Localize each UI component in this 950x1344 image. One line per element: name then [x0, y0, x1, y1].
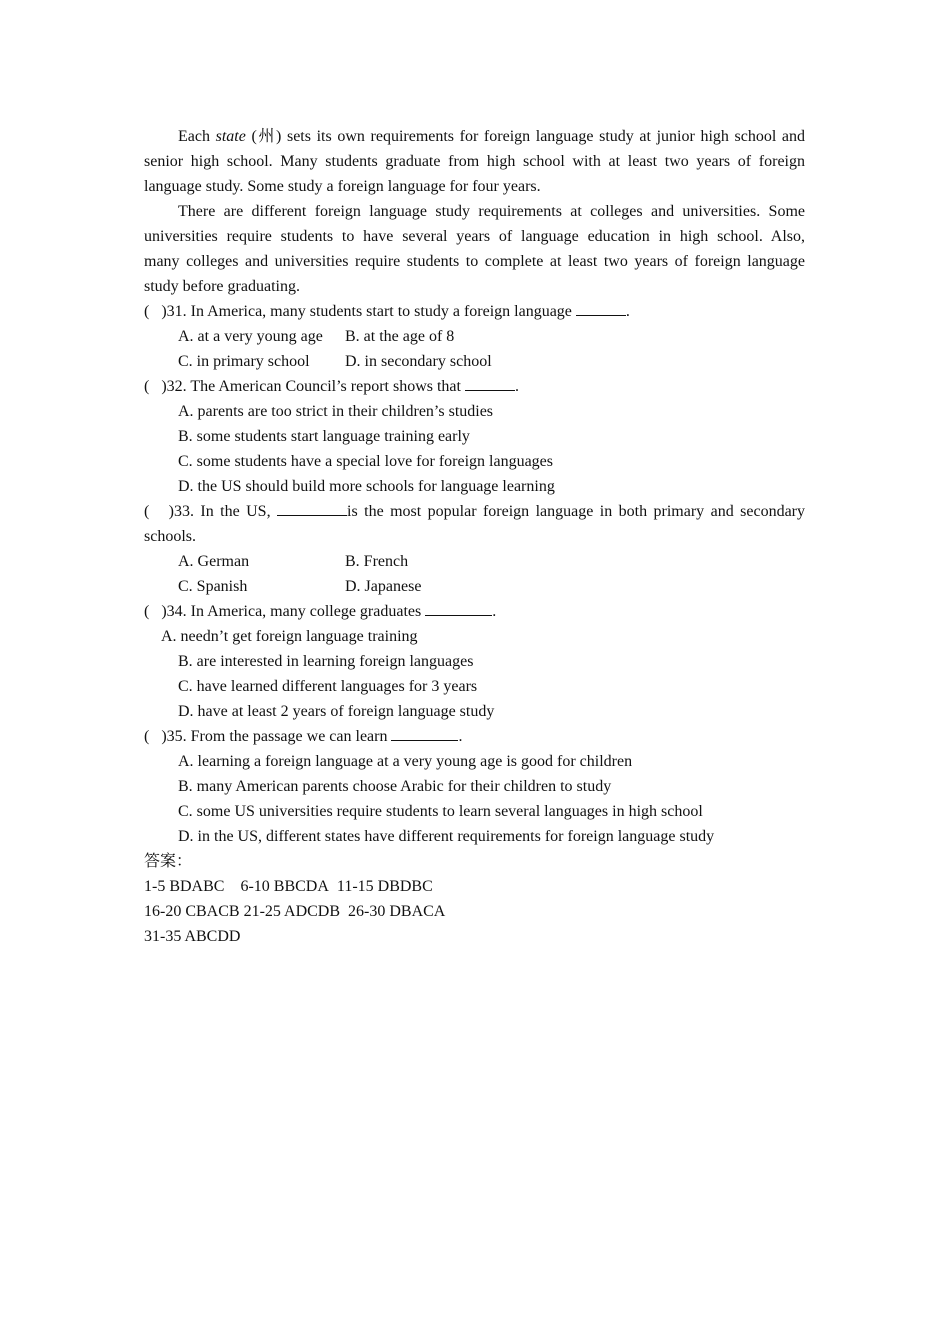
option-d: D. in secondary school	[345, 353, 492, 370]
option-a: A. at a very young age	[178, 328, 323, 345]
paragraph-4-line-3: many colleges and universities require students to complete at least two years of foreign language	[144, 253, 805, 270]
option-c: C. some students have a special love for foreign languages	[178, 453, 553, 470]
option-c: C. Spanish	[178, 578, 248, 595]
answers-row-3: 31-35 ABCDD	[144, 928, 241, 945]
option-a: A. parents are too strict in their children’s studies	[178, 403, 494, 420]
option-b: B. are interested in learning foreign languages	[178, 653, 474, 670]
option-b: B. French	[345, 553, 409, 570]
option-d: D. have at least 2 years of foreign language study	[178, 703, 495, 720]
option-d: D. in the US, different states have different requirements for foreign language study	[178, 828, 715, 845]
options-row	[144, 324, 805, 349]
answer-blank	[277, 500, 347, 516]
paragraph-4-line-4: study before graduating.	[144, 278, 300, 295]
paragraph-4-line-2: universities require students to have several years of language education in high school. Also,	[144, 228, 805, 245]
answers-row-2: 16-20 CBACB 21-25 ADCDB 26-30 DBACA	[144, 903, 446, 920]
question-32: ( )32. The American Council’s report shows that .	[144, 374, 805, 399]
answer-blank	[576, 300, 626, 316]
paragraph-3-line-3: language study. Some study a foreign language for four years.	[144, 178, 541, 195]
answer-blank	[465, 375, 515, 391]
answer-blank	[391, 725, 458, 741]
option-c: C. have learned different languages for 3 years	[178, 678, 478, 695]
option-d: D. the US should build more schools for language learning	[178, 478, 555, 495]
options-row	[144, 574, 805, 599]
option-a: A. needn’t get foreign language training	[161, 628, 418, 645]
option-d: D. Japanese	[345, 578, 422, 595]
paragraph-4-line-1: There are different foreign language study requirements at colleges and universities. Some	[178, 203, 805, 220]
answers-title: 答案：	[144, 853, 193, 870]
options-row	[144, 549, 805, 574]
paragraph-3-line-2: senior high school. Many students graduate from high school with at least two years of foreign	[144, 153, 805, 170]
option-a: A. learning a foreign language at a very young age is good for children	[178, 753, 633, 770]
option-b: B. some students start language training early	[178, 428, 470, 445]
option-c: C. some US universities require students to learn several languages in high school	[178, 803, 703, 820]
option-b: B. many American parents choose Arabic for their children to study	[178, 778, 612, 795]
options-row	[144, 349, 805, 374]
question-35: ( )35. From the passage we can learn .	[144, 724, 805, 749]
option-a: A. German	[178, 553, 250, 570]
paragraph-3-line-1: Each state (州) sets its own requirements for foreign language study at junior high school and	[178, 128, 806, 145]
option-c: C. in primary school	[178, 353, 310, 370]
answers-row-1: 1-5 BDABC 6-10 BBCDA 11-15 DBDBC	[144, 878, 433, 895]
option-b: B. at the age of 8	[345, 328, 455, 345]
question-31: ( )31. In America, many students start to study a foreign language .	[144, 299, 805, 324]
question-34: ( )34. In America, many college graduates .	[144, 599, 805, 624]
question-33-continued: schools.	[144, 528, 196, 545]
answer-blank	[425, 600, 492, 616]
question-33: ( )33. In the US, is the most popular foreign language in both primary and secondary	[144, 499, 805, 524]
document-page	[144, 124, 805, 949]
italic-word-state: state	[215, 128, 246, 145]
